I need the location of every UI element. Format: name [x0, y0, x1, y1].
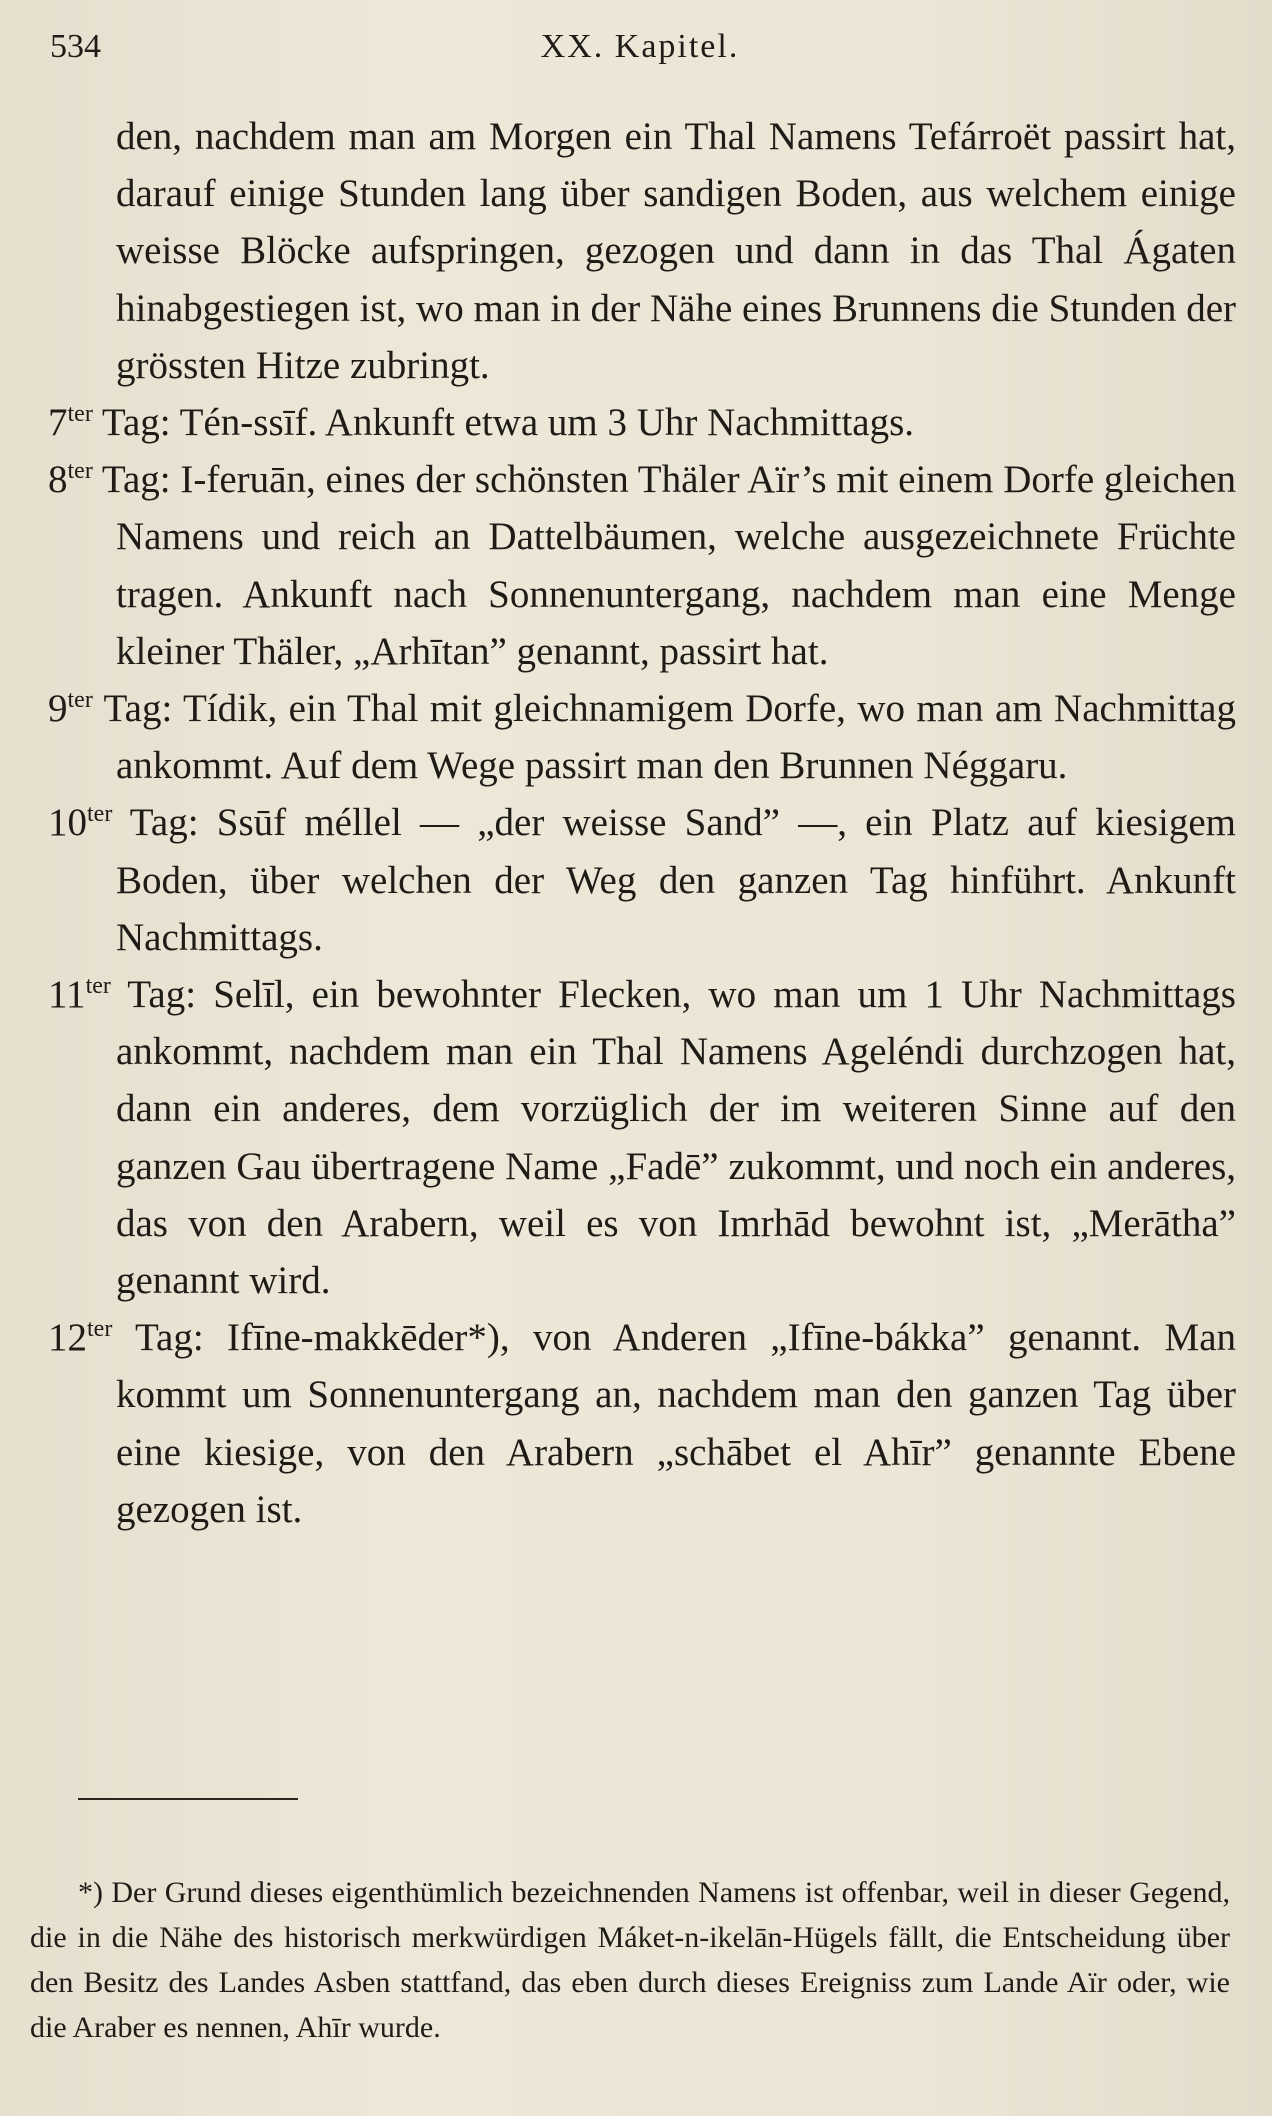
day-label — [48, 687, 183, 730]
ordinal-suffix: ter — [87, 1316, 113, 1343]
day-entry-11 — [48, 966, 1236, 1309]
day-entry-7 — [48, 394, 1236, 451]
tag-word: Tag: — [92, 458, 181, 502]
tag-word: Tag: — [112, 1316, 228, 1360]
tag-word: Tag: — [112, 801, 217, 845]
day-entry-10 — [48, 794, 1236, 966]
ordinal-suffix: ter — [67, 401, 93, 428]
page-number: 534 — [50, 28, 101, 65]
day-number: 10 — [48, 801, 87, 845]
day-label — [48, 458, 180, 501]
tag-word: Tag: — [92, 687, 183, 731]
body-text — [48, 108, 1236, 1538]
day-text: I-feruān, eines der schönsten Thäler Aïr’s mit einem Dorfe gleichen Namens und reich an Dattelbäumen, welche ausgezeichnete Früchte tragen. Ankunft nach Sonnenuntergang, nachdem man eine Menge kleiner Thäler, „Arhītan” genannt, passirt hat. — [116, 458, 1237, 673]
day-number: 9 — [48, 687, 68, 731]
ordinal-suffix: ter — [87, 801, 113, 828]
tag-word: Tag: — [92, 401, 180, 445]
page-header — [50, 28, 1230, 72]
day-number: 8 — [48, 458, 68, 502]
day-entry-9 — [48, 680, 1236, 794]
day-text: Ssūf méllel — „der weisse Sand” —, ein Platz auf kiesigem Boden, über welchen der Weg den ganzen Tag hinführt. Ankunft Nachmittags. — [116, 801, 1236, 959]
day-text: Ifīne-makkēder*), von Anderen „Ifīne-bákka” genannt. Man kommt um Sonnenuntergang an, nachdem man den ganzen Tag über eine kiesige, von den Arabern „schābet el Ahīr” genannte Ebene gezogen ist. — [116, 1316, 1237, 1531]
day-text: Tén-ssīf. Ankunft etwa um 3 Uhr Nachmittags. — [179, 401, 915, 445]
day-text: Tídik, ein Thal mit gleichnamigem Dorfe, wo man am Nachmittag ankommt. Auf dem Wege passirt man den Brunnen Néggaru. — [116, 687, 1236, 788]
day-number: 7 — [48, 401, 68, 445]
day-number: 11 — [48, 973, 86, 1017]
day-label — [48, 1316, 227, 1359]
day-text: Selīl, ein bewohnter Flecken, wo man um 1 Uhr Nachmittags ankommt, nachdem man ein Thal Namens Ageléndi durchzogen hat, dann ein anderes, dem vorzüglich der im weiteren Sinne auf den ganzen Gau übertragene Name „Fadē” zukommt, und noch ein anderes, das von den Arabern, weil es von Imrhād bewohnt ist, „Merātha” genannt wird. — [116, 973, 1236, 1303]
footnote-divider — [78, 1798, 298, 1800]
day-entry-8 — [48, 451, 1236, 680]
tag-word: Tag: — [110, 973, 214, 1017]
ordinal-suffix: ter — [67, 458, 93, 485]
day-number: 12 — [48, 1316, 87, 1360]
ordinal-suffix: ter — [67, 687, 93, 714]
running-head: XX. Kapitel. — [540, 28, 740, 65]
day-label — [48, 401, 180, 444]
footnote: *) Der Grund dieses eigenthümlich bezeichnenden Namens ist offenbar, weil in dieser Gegend, die in die Nähe des historisch merkwürdigen Máket-n-ikelān-Hügels fällt, die Entscheidung über den Besitz des Landes Asben stattfand, das eben durch dieses Ereigniss zum Lande Aïr oder, wie die Araber es nennen, Ahīr wurde. — [30, 1876, 1230, 2044]
day-label — [48, 801, 217, 844]
continuation-paragraph: den, nachdem man am Morgen ein Thal Namens Tefárroët passirt hat, darauf einige Stunden lang über sandigen Boden, aus welchem einige weisse Blöcke aufspringen, gezogen und dann in das Thal Ágaten hinabgestiegen ist, wo man in der Nähe eines Brunnens die Stunden der grössten Hitze zubringt. — [116, 115, 1236, 387]
ordinal-suffix: ter — [85, 973, 111, 1000]
day-entry-12 — [48, 1309, 1236, 1538]
day-label — [48, 973, 213, 1016]
